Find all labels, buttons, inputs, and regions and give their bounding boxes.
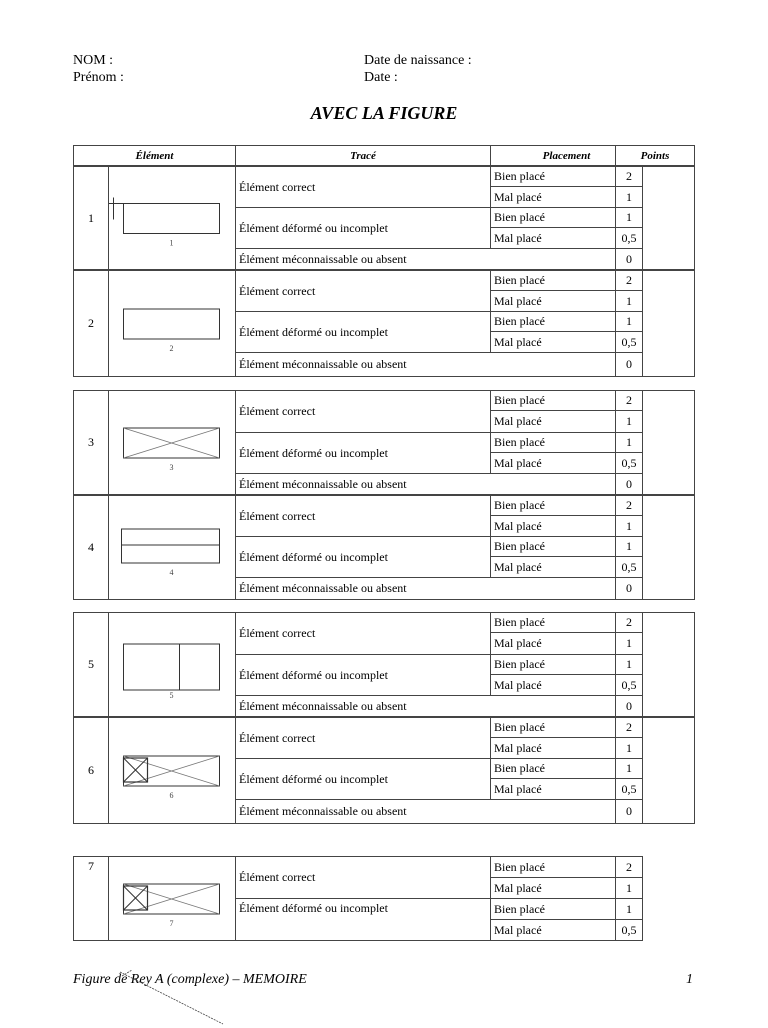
points-total-cell <box>642 717 695 824</box>
score: 0,5 <box>615 778 643 800</box>
trace-correct: Élément correct <box>235 612 491 655</box>
score: 1 <box>615 898 643 920</box>
score: 1 <box>615 632 643 655</box>
trace-deformed: Élément déformé ou incomplet <box>235 432 491 474</box>
trace-absent: Élément méconnaissable ou absent <box>235 473 616 495</box>
figure-element-3 <box>109 391 234 493</box>
score: 0,5 <box>615 227 643 249</box>
placement-mal: Mal placé <box>490 919 616 941</box>
score: 1 <box>615 877 643 899</box>
score: 2 <box>615 166 643 187</box>
placement-mal: Mal placé <box>490 452 616 474</box>
nom-label: NOM : <box>73 53 114 68</box>
element-number: 4 <box>73 495 109 600</box>
score: 1 <box>615 737 643 759</box>
score: 0 <box>615 799 643 824</box>
score: 2 <box>615 270 643 291</box>
figure-caption: 1 <box>169 238 174 248</box>
element-number: 7 <box>73 856 109 941</box>
element-number: 1 <box>73 166 109 270</box>
score: 0,5 <box>615 674 643 696</box>
figure-element-2 <box>109 271 234 375</box>
trace-correct: Élément correct <box>235 390 491 433</box>
score: 1 <box>615 654 643 675</box>
placement-bien: Bien placé <box>490 758 616 779</box>
trace-absent: Élément méconnaissable ou absent <box>235 799 616 824</box>
score: 0 <box>615 695 643 717</box>
score: 1 <box>615 311 643 332</box>
score: 0,5 <box>615 919 643 941</box>
placement-bien: Bien placé <box>490 612 616 633</box>
placement-mal: Mal placé <box>490 674 616 696</box>
trace-correct: Élément correct <box>235 270 491 312</box>
date-label: Date : <box>364 70 398 85</box>
score: 0,5 <box>615 331 643 353</box>
score: 0 <box>615 248 643 270</box>
score: 1 <box>615 410 643 433</box>
col-trace: Tracé <box>235 145 491 166</box>
trace-correct: Élément correct <box>235 717 491 759</box>
score: 2 <box>615 717 643 738</box>
trace-correct: Élément correct <box>235 495 491 537</box>
placement-bien: Bien placé <box>490 166 616 187</box>
page-number: 1 <box>686 972 693 987</box>
page-title: AVEC LA FIGURE <box>310 103 458 123</box>
score: 1 <box>615 186 643 208</box>
placement-mal: Mal placé <box>490 186 616 208</box>
trace-absent: Élément méconnaissable ou absent <box>235 695 616 717</box>
trace-deformed: Élément déformé ou incomplet <box>235 898 491 941</box>
trace-deformed: Élément déformé ou incomplet <box>235 207 491 249</box>
placement-mal: Mal placé <box>490 410 616 433</box>
placement-mal: Mal placé <box>490 737 616 759</box>
score: 0 <box>615 577 643 600</box>
points-total-cell <box>642 495 695 600</box>
points-total-cell <box>642 390 695 495</box>
col-element: Élément <box>73 145 236 166</box>
figure-caption: 4 <box>169 568 174 577</box>
trace-absent: Élément méconnaissable ou absent <box>235 352 616 377</box>
placement-bien: Bien placé <box>490 856 616 878</box>
figure-caption: 6 <box>169 791 174 800</box>
score: 0,5 <box>615 556 643 578</box>
placement-bien: Bien placé <box>490 311 616 332</box>
trace-absent: Élément méconnaissable ou absent <box>235 248 616 270</box>
score: 0,5 <box>615 452 643 474</box>
element-number: 2 <box>73 270 109 377</box>
scribble-mark <box>118 968 228 1028</box>
trace-deformed: Élément déformé ou incomplet <box>235 311 491 353</box>
placement-mal: Mal placé <box>490 877 616 899</box>
figure-caption: 3 <box>169 463 174 472</box>
score: 0 <box>615 473 643 495</box>
prenom-label: Prénom : <box>73 70 124 85</box>
figure-element-6 <box>109 718 234 822</box>
placement-bien: Bien placé <box>490 536 616 557</box>
score: 1 <box>615 432 643 453</box>
figure-element-7 <box>109 857 234 939</box>
score: 1 <box>615 207 643 228</box>
score: 1 <box>615 758 643 779</box>
figure-caption: 5 <box>169 691 174 700</box>
placement-bien: Bien placé <box>490 270 616 291</box>
placement-bien: Bien placé <box>490 654 616 675</box>
placement-mal: Mal placé <box>490 778 616 800</box>
figure-element-1 <box>109 167 234 268</box>
placement-mal: Mal placé <box>490 290 616 312</box>
score: 0 <box>615 352 643 377</box>
element-number: 3 <box>73 390 109 495</box>
score: 1 <box>615 290 643 312</box>
score: 2 <box>615 856 643 878</box>
footer-title: Figure de Rey A (complexe) – MEMOIRE <box>73 972 307 987</box>
placement-bien: Bien placé <box>490 898 616 920</box>
placement-mal: Mal placé <box>490 515 616 537</box>
birthdate-label: Date de naissance : <box>364 53 472 68</box>
score: 2 <box>615 495 643 516</box>
col-placement: Placement <box>490 145 643 166</box>
score: 2 <box>615 390 643 411</box>
placement-mal: Mal placé <box>490 227 616 249</box>
figure-caption: 2 <box>169 344 174 353</box>
figure-caption: 7 <box>169 919 174 928</box>
score: 1 <box>615 536 643 557</box>
trace-deformed: Élément déformé ou incomplet <box>235 536 491 578</box>
col-points: Points <box>615 145 695 166</box>
placement-bien: Bien placé <box>490 495 616 516</box>
trace-correct: Élément correct <box>235 166 491 208</box>
figure-element-4 <box>109 496 234 598</box>
placement-bien: Bien placé <box>490 717 616 738</box>
placement-mal: Mal placé <box>490 331 616 353</box>
placement-bien: Bien placé <box>490 432 616 453</box>
trace-deformed: Élément déformé ou incomplet <box>235 758 491 800</box>
element-number: 5 <box>73 612 109 717</box>
element-number: 6 <box>73 717 109 824</box>
figure-element-5 <box>109 613 234 715</box>
placement-bien: Bien placé <box>490 390 616 411</box>
score: 1 <box>615 515 643 537</box>
score: 2 <box>615 612 643 633</box>
placement-bien: Bien placé <box>490 207 616 228</box>
placement-mal: Mal placé <box>490 556 616 578</box>
points-total-cell <box>642 270 695 377</box>
points-total-cell <box>642 612 695 717</box>
placement-mal: Mal placé <box>490 632 616 655</box>
trace-deformed: Élément déformé ou incomplet <box>235 654 491 696</box>
trace-correct: Élément correct <box>235 856 491 899</box>
trace-absent: Élément méconnaissable ou absent <box>235 577 616 600</box>
points-total-cell <box>642 166 695 270</box>
